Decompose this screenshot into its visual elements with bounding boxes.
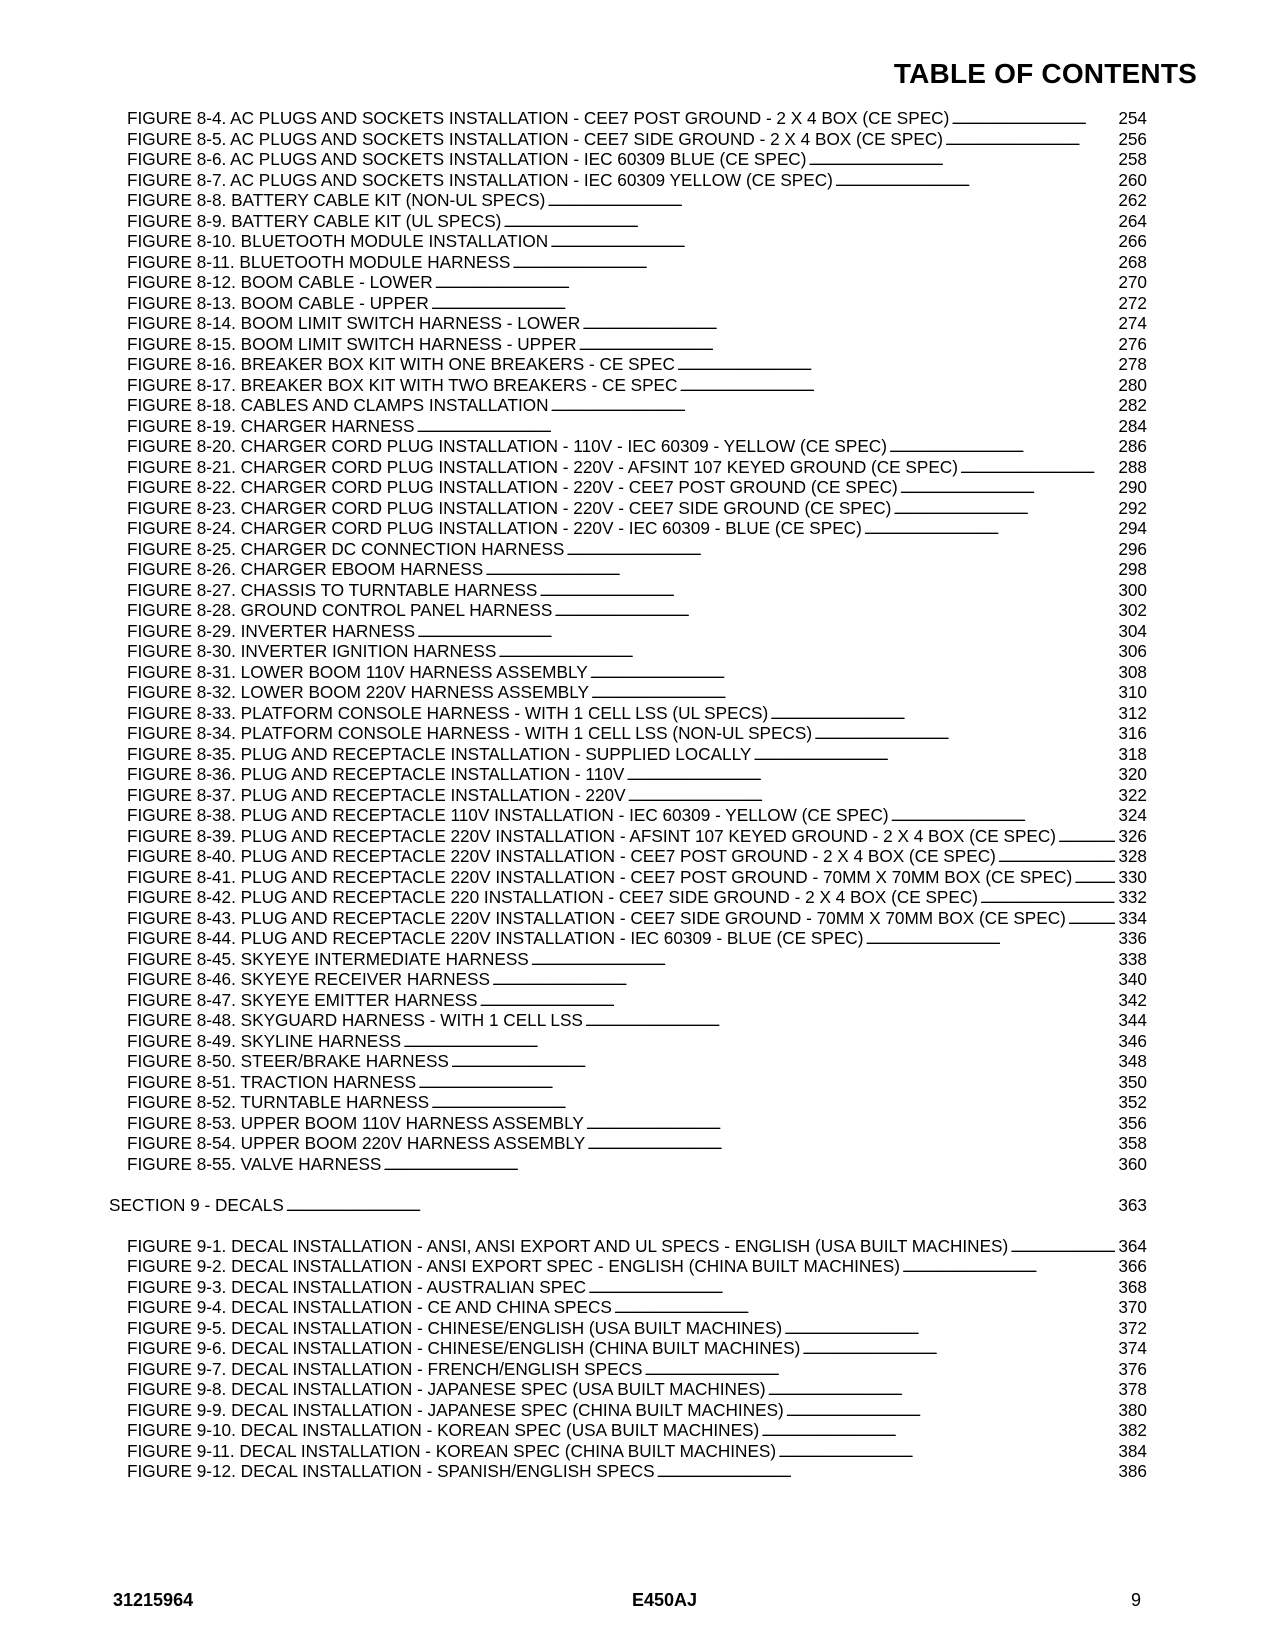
- toc-entry-page: 324: [1118, 805, 1147, 825]
- toc-entry-label: FIGURE 8-35. PLUG AND RECEPTACLE INSTALLATION - SUPPLIED LOCALLY: [127, 743, 752, 764]
- toc-entry-label: FIGURE 8-55. VALVE HARNESS: [127, 1153, 382, 1174]
- toc-dot-leader: [768, 1379, 1116, 1401]
- toc-entry-label: FIGURE 9-10. DECAL INSTALLATION - KOREAN SPEC (USA BUILT MACHINES): [127, 1420, 760, 1440]
- toc-entry[interactable]: [127, 805, 1147, 825]
- toc-dot-leader: [503, 211, 1115, 233]
- toc-dot-leader: [383, 1154, 1115, 1176]
- toc-entry-label: FIGURE 8-9. BATTERY CABLE KIT (UL SPECS): [127, 210, 502, 231]
- toc-entry-page: 302: [1118, 600, 1147, 620]
- toc-entry[interactable]: [127, 1277, 1147, 1297]
- toc-entry-label: FIGURE 8-18. CABLES AND CLAMPS INSTALLATION: [127, 395, 549, 415]
- toc-entry-page: 378: [1118, 1379, 1147, 1399]
- toc-entry-page: 356: [1118, 1112, 1147, 1133]
- toc-entry-page: 328: [1118, 846, 1147, 866]
- toc-dot-leader: [770, 703, 1115, 725]
- toc-entry-label: FIGURE 8-28. GROUND CONTROL PANEL HARNESS: [127, 600, 553, 620]
- toc-entry[interactable]: [127, 867, 1147, 887]
- toc-entry[interactable]: [127, 580, 1147, 600]
- toc-entry[interactable]: [127, 1092, 1147, 1112]
- toc-dot-leader: [582, 313, 1115, 335]
- toc-entry-label: FIGURE 8-32. LOWER BOOM 220V HARNESS ASSEMBLY: [127, 682, 589, 702]
- toc-entry[interactable]: [127, 621, 1147, 641]
- toc-entry-page: 258: [1118, 149, 1147, 169]
- toc-entry-label: FIGURE 9-3. DECAL INSTALLATION - AUSTRALIAN SPEC: [127, 1276, 587, 1297]
- toc-entry[interactable]: [127, 1359, 1147, 1379]
- toc-entry-page: 376: [1118, 1358, 1147, 1379]
- toc-dot-leader: [960, 457, 1115, 479]
- toc-entry-label: FIGURE 8-19. CHARGER HARNESS: [127, 415, 415, 436]
- toc-dot-leader: [547, 190, 1115, 212]
- toc-entry-page: 384: [1118, 1440, 1147, 1461]
- toc-entry-page: 254: [1118, 108, 1147, 128]
- footer-model: E450AJ: [632, 1590, 698, 1610]
- toc-dot-leader: [1058, 826, 1115, 848]
- toc-entry-page: 316: [1118, 723, 1147, 743]
- toc-entry-label: FIGURE 9-12. DECAL INSTALLATION - SPANISH/ENGLISH SPECS: [127, 1461, 655, 1481]
- toc-entry-page: 296: [1118, 538, 1147, 559]
- toc-entry[interactable]: [127, 949, 1147, 969]
- toc-entry[interactable]: [127, 846, 1147, 866]
- toc-dot-leader: [451, 1051, 1115, 1073]
- toc-dot-leader: [492, 969, 1115, 991]
- toc-entry-label: FIGURE 8-45. SKYEYE INTERMEDIATE HARNESS: [127, 948, 529, 969]
- toc-entry-page: 363: [1118, 1194, 1147, 1215]
- toc-entry-label: FIGURE 8-6. AC PLUGS AND SOCKETS INSTALLATION - IEC 60309 BLUE (CE SPEC): [127, 149, 807, 169]
- toc-entry-label: FIGURE 8-49. SKYLINE HARNESS: [127, 1030, 402, 1051]
- toc-entry-label: FIGURE 8-16. BREAKER BOX KIT WITH ONE BREAKERS - CE SPEC: [127, 354, 675, 374]
- toc-entry[interactable]: [127, 1256, 1147, 1276]
- toc-entry-page: 300: [1118, 579, 1147, 600]
- toc-entry[interactable]: [127, 1338, 1147, 1358]
- toc-dot-leader: [864, 518, 1116, 540]
- toc-entry-label: FIGURE 8-37. PLUG AND RECEPTACLE INSTALLATION - 220V: [127, 784, 626, 805]
- toc-entry[interactable]: [127, 887, 1147, 907]
- toc-entry-label: FIGURE 8-11. BLUETOOTH MODULE HARNESS: [127, 251, 511, 272]
- toc-entry[interactable]: [127, 334, 1147, 354]
- toc-entry[interactable]: [127, 354, 1147, 374]
- footer-doc-number: 31215964: [113, 1590, 194, 1610]
- toc-entry-page: 380: [1118, 1399, 1147, 1420]
- toc-entry[interactable]: [127, 498, 1147, 518]
- toc-entry[interactable]: [127, 231, 1147, 251]
- toc-entry[interactable]: [127, 1379, 1147, 1399]
- toc-entry-page: 350: [1118, 1071, 1147, 1092]
- toc-dot-leader: [614, 1297, 1115, 1319]
- toc-dot-leader: [591, 682, 1115, 704]
- toc-entry-label: FIGURE 8-20. CHARGER CORD PLUG INSTALLATION - 110V - IEC 60309 - YELLOW (CE SPEC): [127, 436, 887, 456]
- toc-dot-leader: [889, 436, 1115, 458]
- toc-dot-leader: [586, 1113, 1115, 1135]
- toc-entry-page: 282: [1118, 395, 1147, 415]
- toc-dot-leader: [587, 1133, 1115, 1155]
- toc-entry[interactable]: [127, 559, 1147, 579]
- footer-page-number: 9: [1130, 1590, 1141, 1610]
- toc-entry-page: 312: [1118, 702, 1147, 723]
- toc-entry-page: 374: [1118, 1338, 1147, 1358]
- toc-entry[interactable]: [127, 211, 1147, 231]
- toc-entry-page: 358: [1118, 1133, 1147, 1153]
- toc-entry-label: FIGURE 8-36. PLUG AND RECEPTACLE INSTALLATION - 110V: [127, 764, 625, 784]
- toc-entry[interactable]: [127, 539, 1147, 559]
- toc-entry-page: 382: [1118, 1420, 1147, 1440]
- toc-entry-page: 264: [1118, 210, 1147, 231]
- toc-entry[interactable]: [127, 969, 1147, 989]
- toc-entry-page: 330: [1118, 866, 1147, 887]
- toc-entry-label: FIGURE 8-22. CHARGER CORD PLUG INSTALLATION - 220V - CEE7 POST GROUND (CE SPEC): [127, 477, 898, 497]
- toc-dot-leader: [945, 129, 1115, 151]
- toc-dot-leader: [761, 1420, 1115, 1442]
- toc-entry[interactable]: [127, 1318, 1147, 1338]
- toc-entry-label: FIGURE 8-54. UPPER BOOM 220V HARNESS ASSEMBLY: [127, 1133, 586, 1153]
- toc-dot-leader: [435, 272, 1116, 294]
- toc-entry-page: 322: [1118, 784, 1147, 805]
- toc-entry[interactable]: [127, 1031, 1147, 1051]
- toc-entry-label: FIGURE 8-24. CHARGER CORD PLUG INSTALLATION - 220V - IEC 60309 - BLUE (CE SPEC): [127, 518, 862, 538]
- toc-entry-page: 310: [1118, 682, 1147, 702]
- toc-dot-leader: [1074, 867, 1115, 889]
- toc-dot-leader: [628, 785, 1116, 807]
- toc-entry[interactable]: [127, 252, 1147, 272]
- toc-entry-page: 262: [1118, 190, 1147, 210]
- toc-entry-page: 270: [1118, 272, 1147, 292]
- toc-entry[interactable]: [127, 744, 1147, 764]
- toc-entry-label: FIGURE 9-6. DECAL INSTALLATION - CHINESE/ENGLISH (CHINA BUILT MACHINES): [127, 1338, 801, 1358]
- toc-entry[interactable]: [127, 375, 1147, 395]
- toc-entry[interactable]: [127, 416, 1147, 436]
- toc-entry-page: 260: [1118, 169, 1147, 190]
- toc-dot-leader: [677, 354, 1115, 376]
- toc-dot-leader: [835, 170, 1115, 192]
- toc-entry[interactable]: [127, 1420, 1147, 1440]
- toc-entry-label: FIGURE 8-30. INVERTER IGNITION HARNESS: [127, 641, 497, 661]
- toc-entry[interactable]: [127, 682, 1147, 702]
- toc-entry[interactable]: [127, 457, 1147, 477]
- toc-dot-leader: [786, 1400, 1116, 1422]
- toc-entry[interactable]: [127, 395, 1147, 415]
- toc-entry-page: 352: [1118, 1092, 1147, 1112]
- toc-entry[interactable]: [127, 1461, 1147, 1481]
- toc-dot-leader: [626, 764, 1115, 786]
- toc-entry-label: FIGURE 8-33. PLATFORM CONSOLE HARNESS - WITH 1 CELL LSS (UL SPECS): [127, 702, 769, 723]
- toc-entry[interactable]: [127, 477, 1147, 497]
- toc-dot-leader: [480, 990, 1116, 1012]
- toc-entry-page: 320: [1118, 764, 1147, 784]
- toc-entry[interactable]: [127, 600, 1147, 620]
- toc-dot-leader: [418, 1072, 1115, 1094]
- toc-dot-leader: [808, 149, 1115, 171]
- toc-entry[interactable]: [127, 149, 1147, 169]
- toc-entry[interactable]: [127, 1051, 1147, 1071]
- toc-entry-label: FIGURE 8-48. SKYGUARD HARNESS - WITH 1 CELL LSS: [127, 1010, 583, 1030]
- toc-dot-leader: [539, 580, 1115, 602]
- toc-dot-leader: [657, 1461, 1116, 1483]
- toc-entry-label: FIGURE 9-7. DECAL INSTALLATION - FRENCH/ENGLISH SPECS: [127, 1358, 643, 1379]
- toc-dot-leader: [1010, 1236, 1115, 1258]
- toc-entry-label: FIGURE 8-34. PLATFORM CONSOLE HARNESS - WITH 1 CELL LSS (NON-UL SPECS): [127, 723, 813, 743]
- toc-entry-page: 386: [1118, 1461, 1147, 1481]
- toc-entry-label: FIGURE 8-10. BLUETOOTH MODULE INSTALLATION: [127, 231, 549, 251]
- toc-entry-label: FIGURE 8-46. SKYEYE RECEIVER HARNESS: [127, 969, 490, 989]
- toc-entry[interactable]: [127, 928, 1147, 948]
- toc-entry-page: 360: [1118, 1153, 1147, 1174]
- toc-entry[interactable]: [127, 436, 1147, 456]
- toc-dot-leader: [900, 477, 1116, 499]
- toc-entry[interactable]: [127, 1133, 1147, 1153]
- toc-entry-page: 280: [1118, 374, 1147, 395]
- toc-entry-page: 288: [1118, 456, 1147, 477]
- toc-entry[interactable]: [127, 293, 1147, 313]
- toc-entry-page: 338: [1118, 948, 1147, 969]
- toc-entry-label: FIGURE 8-29. INVERTER HARNESS: [127, 620, 416, 641]
- toc-entry[interactable]: [127, 1154, 1147, 1174]
- toc-entry-label: FIGURE 8-47. SKYEYE EMITTER HARNESS: [127, 989, 478, 1010]
- toc-entry[interactable]: [127, 764, 1147, 784]
- toc-dot-leader: [891, 805, 1116, 827]
- toc-entry[interactable]: [127, 190, 1147, 210]
- toc-entry-page: 348: [1118, 1051, 1147, 1071]
- toc-dot-leader: [512, 252, 1115, 274]
- toc-entry-page: 370: [1118, 1297, 1147, 1317]
- toc-dot-leader: [980, 887, 1115, 909]
- toc-entry-label: SECTION 9 - DECALS: [109, 1194, 284, 1215]
- toc-entry-page: 298: [1118, 559, 1147, 579]
- toc-dot-leader: [644, 1359, 1115, 1381]
- toc-dot-leader: [431, 1092, 1115, 1114]
- toc-entry-page: 274: [1118, 313, 1147, 333]
- toc-entry-page: 290: [1118, 477, 1147, 497]
- toc-entry-label: FIGURE 8-31. LOWER BOOM 110V HARNESS ASSEMBLY: [127, 661, 588, 682]
- toc-entry-page: 372: [1118, 1317, 1147, 1338]
- toc-dot-leader: [902, 1256, 1115, 1278]
- toc-entry[interactable]: [127, 1400, 1147, 1420]
- toc-entry-label: FIGURE 8-7. AC PLUGS AND SOCKETS INSTALLATION - IEC 60309 YELLOW (CE SPEC): [127, 169, 833, 190]
- toc-dot-leader: [585, 1010, 1115, 1032]
- page-title: TABLE OF CONTENTS: [893, 58, 1197, 89]
- toc-entry-page: 368: [1118, 1276, 1147, 1297]
- toc-entry-label: FIGURE 8-53. UPPER BOOM 110V HARNESS ASSEMBLY: [127, 1112, 584, 1133]
- toc-entry[interactable]: [127, 518, 1147, 538]
- toc-entry-label: FIGURE 9-1. DECAL INSTALLATION - ANSI, ANSI EXPORT AND UL SPECS - ENGLISH (USA BUILT MACHINES): [127, 1235, 1009, 1256]
- toc-entry-label: FIGURE 8-23. CHARGER CORD PLUG INSTALLATION - 220V - CEE7 SIDE GROUND (CE SPEC): [127, 497, 892, 518]
- toc-entry-page: 292: [1118, 497, 1147, 518]
- toc-entry-label: FIGURE 8-42. PLUG AND RECEPTACLE 220 INSTALLATION - CEE7 SIDE GROUND - 2 X 4 BOX (CE SPEC): [127, 887, 978, 907]
- toc-dot-leader: [588, 1277, 1115, 1299]
- toc-entry-label: FIGURE 9-5. DECAL INSTALLATION - CHINESE/ENGLISH (USA BUILT MACHINES): [127, 1317, 783, 1338]
- toc-entry-page: 334: [1118, 907, 1147, 928]
- toc-entry-label: FIGURE 8-12. BOOM CABLE - LOWER: [127, 272, 433, 292]
- toc-entry-page: 326: [1118, 825, 1147, 846]
- toc-entry[interactable]: [127, 1441, 1147, 1461]
- toc-dot-leader: [403, 1031, 1115, 1053]
- toc-entry[interactable]: [127, 108, 1147, 128]
- toc-entry-label: FIGURE 8-15. BOOM LIMIT SWITCH HARNESS - UPPER: [127, 333, 577, 354]
- toc-entry[interactable]: [127, 313, 1147, 333]
- toc-entry-label: FIGURE 8-4. AC PLUGS AND SOCKETS INSTALLATION - CEE7 POST GROUND - 2 X 4 BOX (CE SPEC): [127, 108, 950, 128]
- toc-entry-label: FIGURE 8-50. STEER/BRAKE HARNESS: [127, 1051, 449, 1071]
- toc-entry-label: FIGURE 8-21. CHARGER CORD PLUG INSTALLATION - 220V - AFSINT 107 KEYED GROUND (CE SPEC): [127, 456, 958, 477]
- toc-dot-leader: [784, 1318, 1115, 1340]
- toc-entry-label: FIGURE 8-26. CHARGER EBOOM HARNESS: [127, 559, 484, 579]
- toc-entry[interactable]: [127, 908, 1147, 928]
- toc-entry-page: 308: [1118, 661, 1147, 682]
- toc-entry-label: FIGURE 8-44. PLUG AND RECEPTACLE 220V INSTALLATION - IEC 60309 - BLUE (CE SPEC): [127, 928, 864, 948]
- toc-entry[interactable]: [127, 1113, 1147, 1133]
- toc-dot-leader: [431, 293, 1116, 315]
- toc-dot-leader: [416, 416, 1115, 438]
- toc-dot-leader: [498, 641, 1115, 663]
- toc-dot-leader: [286, 1195, 1116, 1217]
- toc-entry-page: 318: [1118, 743, 1147, 764]
- toc-entry-page: 340: [1118, 969, 1147, 989]
- toc-entry-label: FIGURE 8-8. BATTERY CABLE KIT (NON-UL SPECS): [127, 190, 546, 210]
- toc-dot-leader: [566, 539, 1115, 561]
- toc-entry[interactable]: [127, 641, 1147, 661]
- toc-entry-label: FIGURE 8-27. CHASSIS TO TURNTABLE HARNESS: [127, 579, 538, 600]
- toc-entry-page: 278: [1118, 354, 1147, 374]
- toc-entry-page: 366: [1118, 1256, 1147, 1276]
- toc-entry-page: 276: [1118, 333, 1147, 354]
- toc-entry-label: FIGURE 8-41. PLUG AND RECEPTACLE 220V INSTALLATION - CEE7 POST GROUND - 70MM X 70MM BOX (CE SPEC): [127, 866, 1073, 887]
- toc-section-entry[interactable]: [109, 1195, 1147, 1215]
- toc-entry-page: 284: [1118, 415, 1147, 436]
- toc-dot-leader: [590, 662, 1116, 684]
- toc-entry-label: FIGURE 8-38. PLUG AND RECEPTACLE 110V INSTALLATION - IEC 60309 - YELLOW (CE SPEC): [127, 805, 889, 825]
- toc-entry-label: FIGURE 8-5. AC PLUGS AND SOCKETS INSTALLATION - CEE7 SIDE GROUND - 2 X 4 BOX (CE SPEC): [127, 128, 943, 149]
- toc-dot-leader: [951, 108, 1115, 130]
- toc-entry[interactable]: [127, 1297, 1147, 1317]
- toc-entry-label: FIGURE 8-43. PLUG AND RECEPTACLE 220V INSTALLATION - CEE7 SIDE GROUND - 70MM X 70MM BOX (CE SPEC): [127, 907, 1066, 928]
- toc-entry[interactable]: [127, 662, 1147, 682]
- toc-entry-label: FIGURE 8-40. PLUG AND RECEPTACLE 220V INSTALLATION - CEE7 POST GROUND - 2 X 4 BOX (CE SPEC): [127, 846, 996, 866]
- toc-dot-leader: [753, 744, 1115, 766]
- toc-entry[interactable]: [127, 723, 1147, 743]
- toc-dot-leader: [531, 949, 1116, 971]
- toc-entry-label: FIGURE 9-11. DECAL INSTALLATION - KOREAN SPEC (CHINA BUILT MACHINES): [127, 1440, 777, 1461]
- toc-entry-label: FIGURE 8-17. BREAKER BOX KIT WITH TWO BREAKERS - CE SPEC: [127, 374, 678, 395]
- toc-entry[interactable]: [127, 990, 1147, 1010]
- toc-entry-page: 346: [1118, 1030, 1147, 1051]
- toc-entry-page: 272: [1118, 292, 1147, 313]
- toc-entry[interactable]: [127, 1236, 1147, 1256]
- toc-entry-label: FIGURE 8-13. BOOM CABLE - UPPER: [127, 292, 429, 313]
- toc-entry-page: 304: [1118, 620, 1147, 641]
- toc-dot-leader: [998, 846, 1115, 868]
- toc-entry-page: 256: [1118, 128, 1147, 149]
- toc-entry-page: 294: [1118, 518, 1147, 538]
- toc-dot-leader: [551, 395, 1116, 417]
- toc-entry-page: 266: [1118, 231, 1147, 251]
- toc-entry-label: FIGURE 9-4. DECAL INSTALLATION - CE AND CHINA SPECS: [127, 1297, 612, 1317]
- toc-dot-leader: [485, 559, 1115, 581]
- toc-entry[interactable]: [127, 170, 1147, 190]
- toc-entry-label: FIGURE 8-39. PLUG AND RECEPTACLE 220V INSTALLATION - AFSINT 107 KEYED GROUND - 2 X 4 BOX (CE SPEC): [127, 825, 1057, 846]
- toc-entry-label: FIGURE 8-14. BOOM LIMIT SWITCH HARNESS - LOWER: [127, 313, 581, 333]
- toc-entry-page: 342: [1118, 989, 1147, 1010]
- toc-entry-page: 364: [1118, 1235, 1147, 1256]
- toc-entry[interactable]: [127, 785, 1147, 805]
- toc-dot-leader: [893, 498, 1115, 520]
- toc-dot-leader: [417, 621, 1115, 643]
- toc-entry-label: FIGURE 9-2. DECAL INSTALLATION - ANSI EXPORT SPEC - ENGLISH (CHINA BUILT MACHINES): [127, 1256, 900, 1276]
- toc-dot-leader: [802, 1338, 1115, 1360]
- toc-dot-leader: [579, 334, 1116, 356]
- toc-entry[interactable]: [127, 1010, 1147, 1030]
- toc-dot-leader: [865, 928, 1115, 950]
- toc-entry-label: FIGURE 8-52. TURNTABLE HARNESS: [127, 1092, 430, 1112]
- toc-entry-page: 336: [1118, 928, 1147, 948]
- toc-entry-label: FIGURE 9-8. DECAL INSTALLATION - JAPANESE SPEC (USA BUILT MACHINES): [127, 1379, 766, 1399]
- toc-entry-page: 286: [1118, 436, 1147, 456]
- toc-entry[interactable]: [127, 272, 1147, 292]
- toc-entry-label: FIGURE 8-51. TRACTION HARNESS: [127, 1071, 417, 1092]
- toc-dot-leader: [778, 1441, 1115, 1463]
- toc-dot-leader: [679, 375, 1115, 397]
- toc-entry-page: 344: [1118, 1010, 1147, 1030]
- toc-entry[interactable]: [127, 1072, 1147, 1092]
- toc-entry[interactable]: [127, 703, 1147, 723]
- toc-dot-leader: [814, 723, 1115, 745]
- toc-entry-page: 268: [1118, 251, 1147, 272]
- toc-dot-leader: [554, 600, 1115, 622]
- toc-entry-page: 306: [1118, 641, 1147, 661]
- toc-dot-leader: [1068, 908, 1115, 930]
- toc-entry-page: 332: [1118, 887, 1147, 907]
- toc-entry[interactable]: [127, 129, 1147, 149]
- toc-entry-label: FIGURE 8-25. CHARGER DC CONNECTION HARNESS: [127, 538, 565, 559]
- toc-dot-leader: [550, 231, 1115, 253]
- toc-entry-label: FIGURE 9-9. DECAL INSTALLATION - JAPANESE SPEC (CHINA BUILT MACHINES): [127, 1399, 784, 1420]
- toc-entry[interactable]: [127, 826, 1147, 846]
